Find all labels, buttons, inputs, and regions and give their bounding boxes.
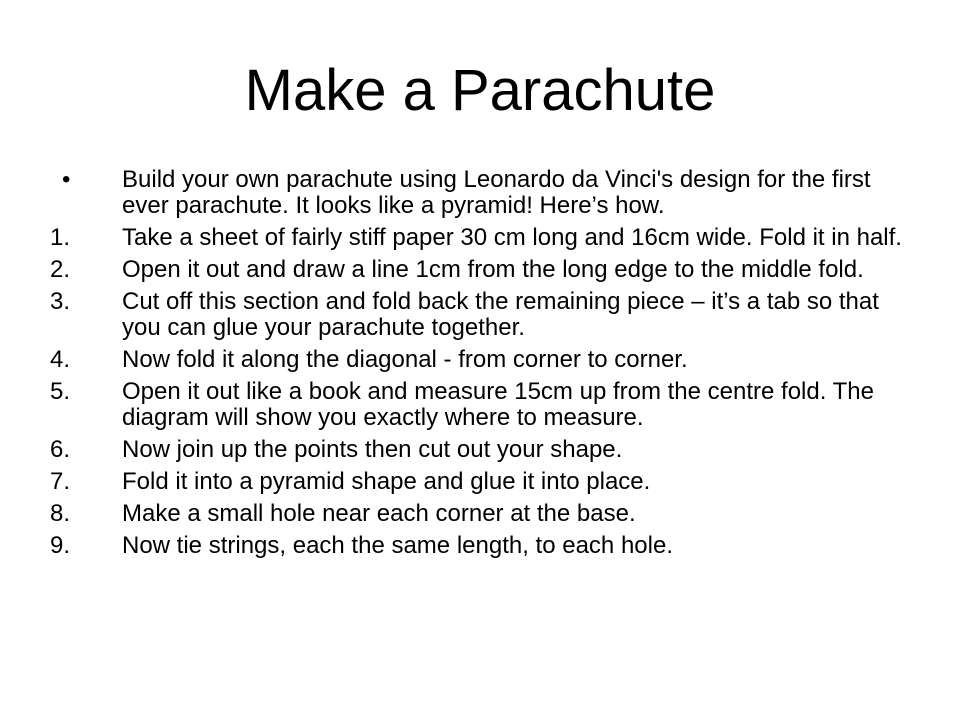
bullet-marker: •	[62, 166, 71, 193]
intro-bullet-item	[50, 167, 910, 219]
step-number: 5.	[50, 378, 71, 405]
step-text: Take a sheet of fairly stiff paper 30 cm long and 16cm wide. Fold it in half.	[122, 224, 902, 251]
step-number: 7.	[50, 468, 71, 495]
step-number: 8.	[50, 500, 71, 527]
step-item-1	[50, 225, 910, 251]
step-item-9	[50, 533, 910, 559]
intro-text: Build your own parachute using Leonardo da Vinci's design for the first ever parachute. It looks like a pyramid! Here’s how.	[122, 166, 871, 219]
step-text: Now join up the points then cut out your shape.	[122, 436, 623, 463]
step-number: 4.	[50, 346, 71, 373]
step-text: Open it out like a book and measure 15cm up from the centre fold. The diagram will show you exactly where to measure.	[122, 378, 874, 431]
step-text: Fold it into a pyramid shape and glue it into place.	[122, 468, 651, 495]
step-text: Make a small hole near each corner at the base.	[122, 500, 636, 527]
step-item-8	[50, 501, 910, 527]
step-text: Now fold it along the diagonal - from corner to corner.	[122, 346, 688, 373]
step-item-7	[50, 469, 910, 495]
step-number: 9.	[50, 532, 71, 559]
instruction-list	[50, 167, 910, 565]
step-item-3	[50, 289, 910, 341]
step-number: 6.	[50, 436, 71, 463]
slide-title: Make a Parachute	[244, 58, 716, 123]
step-number: 1.	[50, 224, 71, 251]
step-number: 2.	[50, 256, 71, 283]
step-item-2	[50, 257, 910, 283]
step-number: 3.	[50, 288, 71, 315]
step-item-4	[50, 347, 910, 373]
step-text: Now tie strings, each the same length, to each hole.	[122, 532, 673, 559]
step-text: Open it out and draw a line 1cm from the long edge to the middle fold.	[122, 256, 864, 283]
step-item-5	[50, 379, 910, 431]
step-text: Cut off this section and fold back the remaining piece – it’s a tab so that you can glue your parachute together.	[122, 288, 879, 341]
step-item-6	[50, 437, 910, 463]
